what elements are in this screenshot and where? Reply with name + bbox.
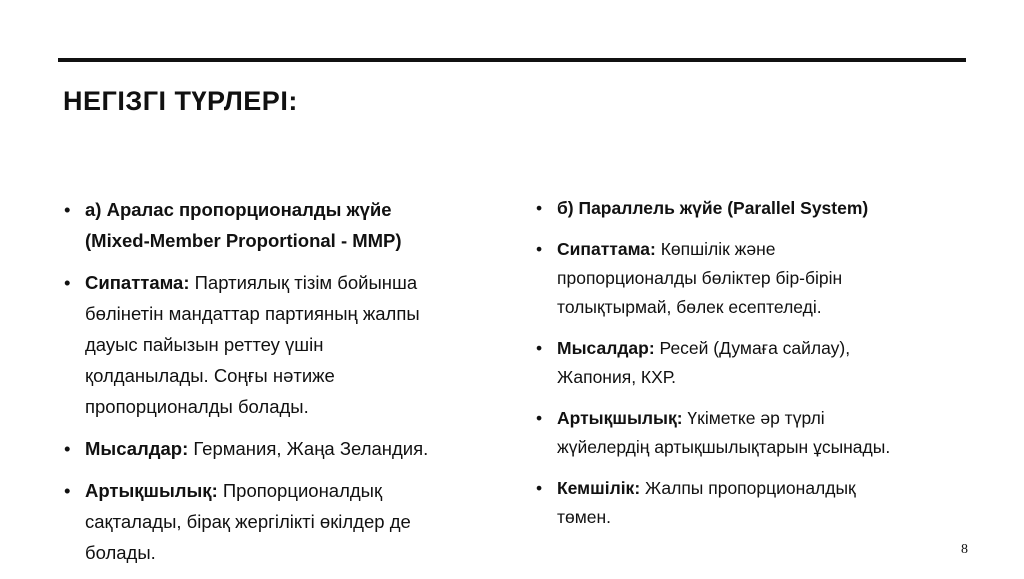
- bullet-line: сақталады, бірақ жергілікті өкілдер де: [85, 511, 411, 532]
- bullet-icon: •: [536, 198, 543, 218]
- bullet-line: [85, 433, 504, 464]
- bullet-item: [536, 334, 966, 392]
- bullet-label: Кемшілік:: [557, 478, 641, 498]
- bullet-label: а) Аралас пропорционалды жүйе: [85, 199, 392, 220]
- bullet-icon: •: [64, 438, 71, 459]
- left-column: [64, 194, 504, 579]
- bullet-text: Ресей (Думаға сайлау),: [654, 338, 851, 358]
- bullet-text: Пропорционалдық: [217, 480, 383, 501]
- right-column: [536, 194, 966, 544]
- bullet-text: Германия, Жаңа Зеландия.: [188, 438, 429, 459]
- bullet-icon: •: [64, 199, 71, 220]
- bullet-line: қолданылады. Соңғы нәтиже: [85, 365, 335, 386]
- bullet-label: Артықшылық:: [557, 408, 683, 428]
- bullet-line: [85, 475, 504, 506]
- bullet-label: Мысалдар:: [557, 338, 655, 358]
- bullet-item: [536, 404, 966, 462]
- bullet-text: Көпшілік және: [655, 239, 776, 259]
- bullet-label: б) Параллель жүйе (Parallel System): [557, 198, 869, 218]
- bullet-icon: •: [64, 480, 71, 501]
- bullet-item: [536, 235, 966, 322]
- bullet-item: [536, 474, 966, 532]
- bullet-line: [557, 235, 966, 264]
- bullet-line: пропорционалды бөліктер бір-бірін: [557, 268, 843, 288]
- slide-title: НЕГІЗГІ ТҮРЛЕРІ:: [63, 86, 298, 116]
- bullet-line: болады.: [85, 542, 156, 563]
- bullet-icon: •: [536, 478, 543, 498]
- bullet-item: [64, 433, 504, 464]
- bullet-label: Сипаттама:: [557, 239, 656, 259]
- bullet-line: бөлінетін мандаттар партияның жалпы: [85, 303, 420, 324]
- bullet-item: [64, 194, 504, 256]
- page-number: 8: [961, 542, 968, 557]
- bullet-icon: •: [64, 272, 71, 293]
- bullet-line: жүйелердің артықшылықтарын ұсынады.: [557, 437, 891, 457]
- top-divider-line: [58, 58, 966, 62]
- bullet-line: [557, 404, 966, 433]
- bullet-line: [557, 334, 966, 363]
- bullet-text: Жалпы пропорционалдық: [640, 478, 856, 498]
- bullet-item: [64, 475, 504, 568]
- bullet-line: [557, 474, 966, 503]
- bullet-icon: •: [536, 239, 543, 259]
- bullet-line: [557, 194, 966, 223]
- bullet-icon: •: [536, 408, 543, 428]
- bullet-text: Партиялық тізім бойынша: [189, 272, 418, 293]
- bullet-line: пропорционалды болады.: [85, 396, 309, 417]
- bullet-line: дауыс пайызын реттеу үшін: [85, 334, 324, 355]
- bullet-item: [536, 194, 966, 223]
- bullet-icon: •: [536, 338, 543, 358]
- bullet-line: Жапония, КХР.: [557, 367, 677, 387]
- bullet-text: Үкіметке әр түрлі: [682, 408, 825, 428]
- bullet-line: төмен.: [557, 507, 612, 527]
- bullet-item: [64, 267, 504, 422]
- bullet-line: [85, 194, 504, 225]
- bullet-label: Артықшылық:: [85, 480, 218, 501]
- bullet-line: (Mixed-Member Proportional - MMP): [85, 230, 402, 251]
- bullet-line: толықтырмай, бөлек есептеледі.: [557, 297, 822, 317]
- bullet-label: Сипаттама:: [85, 272, 190, 293]
- bullet-label: Мысалдар:: [85, 438, 189, 459]
- bullet-line: [85, 267, 504, 298]
